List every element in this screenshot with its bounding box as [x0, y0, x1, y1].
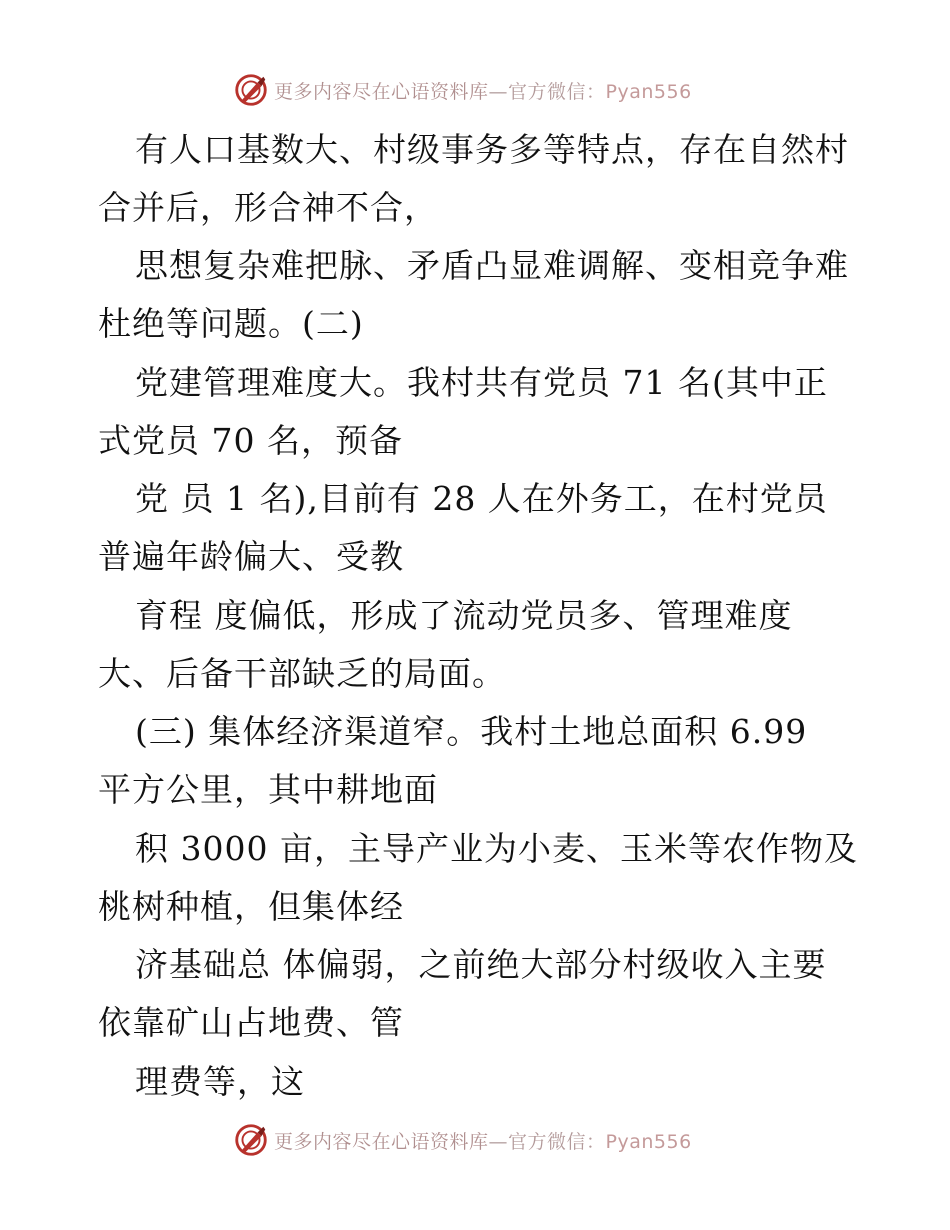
body-line: 平方公里，其中耕地面: [98, 770, 438, 809]
footer-text: [274, 1127, 692, 1154]
pen-logo-icon: [232, 1121, 270, 1159]
header-text: [274, 77, 692, 104]
body-line: 育程 度偏低，形成了流动党员多、管理难度: [135, 596, 793, 635]
footer-wechat-label: 官方微信：: [508, 1130, 606, 1153]
body-line: 式党员 70 名，预备: [98, 421, 403, 460]
footer-banner: [232, 1120, 692, 1160]
footer-main-text: 更多内容尽在心语资料库: [274, 1130, 489, 1153]
header-wechat-label: 官方微信：: [508, 80, 606, 103]
body-line: 积 3000 亩，主导产业为小麦、玉米等农作物及: [135, 829, 858, 868]
footer-separator: —: [488, 1130, 509, 1153]
header-wechat-id: Pyan556: [605, 80, 692, 103]
body-line: 理费等，这: [135, 1062, 305, 1101]
body-line: 杜绝等问题。(二): [98, 304, 364, 343]
body-line: 有人口基数大、村级事务多等特点，存在自然村: [135, 130, 849, 169]
body-line: (三) 集体经济渠道窄。我村土地总面积 6.99: [135, 712, 808, 751]
footer-wechat-id: Pyan556: [605, 1130, 692, 1153]
body-line: 党建管理难度大。我村共有党员 71 名(其中正: [135, 363, 828, 402]
body-line: 桃树种植，但集体经: [98, 887, 404, 926]
header-separator: —: [488, 80, 509, 103]
body-line: 党 员 1 名),目前有 28 人在外务工，在村党员: [135, 479, 828, 518]
header-main-text: 更多内容尽在心语资料库: [274, 80, 489, 103]
pen-logo-icon: [232, 71, 270, 109]
body-line: 大、后备干部缺乏的局面。: [98, 654, 506, 693]
header-banner: [232, 70, 692, 110]
body-line: 合并后，形合神不合，: [98, 188, 438, 227]
body-line: 依靠矿山占地费、管: [98, 1003, 404, 1042]
body-line: 普遍年龄偏大、受教: [98, 537, 404, 576]
body-line: 济基础总 体偏弱，之前绝大部分村级收入主要: [135, 945, 827, 984]
body-line: 思想复杂难把脉、矛盾凸显难调解、变相竞争难: [135, 246, 849, 285]
